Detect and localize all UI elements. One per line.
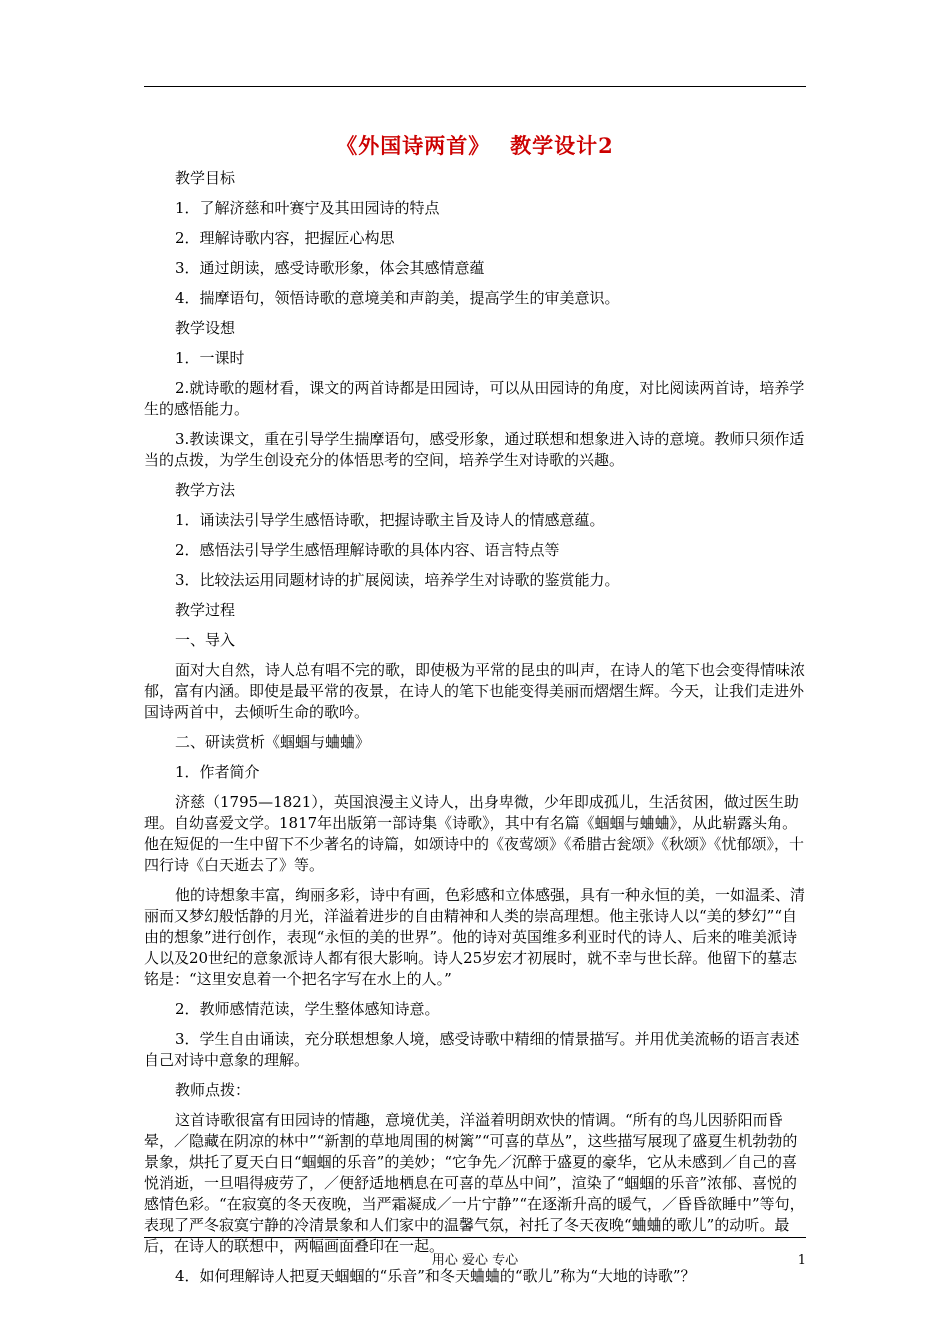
paragraph: 1．一课时 xyxy=(175,349,245,367)
paragraph: 2．感悟法引导学生感悟理解诗歌的具体内容、语言特点等 xyxy=(175,541,560,559)
footer-motto: 用心 爱心 专心 xyxy=(431,1253,519,1268)
paragraph: 1．作者简介 xyxy=(175,763,260,781)
paragraph: 3．比较法运用同题材诗的扩展阅读，培养学生对诗歌的鉴赏能力。 xyxy=(175,571,620,589)
paragraph: 一、导入 xyxy=(175,631,236,649)
paragraph: 1．诵读法引导学生感悟诗歌，把握诗歌主旨及诗人的情感意蕴。 xyxy=(175,511,605,529)
document-title: 《外国诗两首》 教学设计2 xyxy=(336,133,614,158)
paragraph: 济慈（1795—1821），英国浪漫主义诗人，出身卑微，少年即成孤儿，生活贫困，做过医生助理。自幼喜爱文学。1817年出版第一部诗集《诗歌》，其中有名篇《蝈蝈与蛐蛐》，从此崭露头角。他在短促的一生中留下不少著名的诗篇，如颂诗中的《夜莺颂》《希腊古瓮颂》《秋颂》《忧郁颂》，十四行诗《白天逝去了》等。 xyxy=(144,793,805,874)
paragraph: 教学目标 xyxy=(175,169,236,187)
paragraph: 3.教读课文，重在引导学生揣摩语句，感受形象，通过联想和想象进入诗的意境。教师只须作适当的点拨，为学生创设充分的体悟思考的空间，培养学生对诗歌的兴趣。 xyxy=(144,430,805,469)
footer-rule xyxy=(144,1237,806,1238)
paragraph: 他的诗想象丰富，绚丽多彩，诗中有画，色彩感和立体感强，具有一种永恒的美，一如温柔、清丽而又梦幻般恬静的月光，洋溢着进步的自由精神和人类的崇高理想。他主张诗人以“美的梦幻”“自由的想象”进行创作，表现“永恒的美的世界”。他的诗对英国维多利亚时代的诗人、后来的唯美派诗人以及20世纪的意象派诗人都有很大影响。诗人25岁宏才初展时，就不幸与世长辞。他留下的墓志铭是：“这里安息着一个把名字写在水上的人。” xyxy=(144,886,806,988)
paragraph: 4．揣摩语句，领悟诗歌的意境美和声韵美，提高学生的审美意识。 xyxy=(175,289,620,307)
paragraph: 教学设想 xyxy=(175,319,236,337)
paragraph: 3．通过朗读，感受诗歌形象，体会其感情意蕴 xyxy=(175,259,485,277)
paragraph: 2.就诗歌的题材看，课文的两首诗都是田园诗，可以从田园诗的角度，对比阅读两首诗，培养学生的感悟能力。 xyxy=(144,379,805,418)
paragraph: 3．学生自由诵读，充分联想想象人境，感受诗歌中精细的情景描写。并用优美流畅的语言表述自己对诗中意象的理解。 xyxy=(144,1030,800,1069)
paragraph: 教师点拨： xyxy=(175,1081,251,1099)
paragraph: 2．教师感情范读，学生整体感知诗意。 xyxy=(175,1000,440,1018)
document-body xyxy=(144,168,806,1296)
paragraph: 面对大自然，诗人总有唱不完的歌，即使极为平常的昆虫的叫声，在诗人的笔下也会变得情味浓郁，富有内涵。即使是最平常的夜景，在诗人的笔下也能变得美丽而熠熠生辉。今天，让我们走进外国诗两首中，去倾听生命的歌吟。 xyxy=(144,661,806,721)
paragraph: 这首诗歌很富有田园诗的情趣，意境优美，洋溢着明朗欢快的情调。“所有的鸟儿因骄阳而昏晕，／隐藏在阴凉的林中”“新割的草地周围的树篱”“可喜的草丛”，这些描写展现了盛夏生机勃勃的景象，烘托了夏天白日“蝈蝈的乐音”的美妙；“它争先／沉醉于盛夏的豪华，它从未感到／自己的喜悦消逝，一旦唱得疲劳了，／便舒适地栖息在可喜的草丛中间”，渲染了“蝈蝈的乐音”浓郁、喜悦的感情色彩。“在寂寞的冬天夜晚，当严霜凝成／一片宁静”“在逐渐升高的暖气，／昏昏欲睡中”等句，表现了严冬寂寞宁静的冷清景象和人们家中的温馨气氛，衬托了冬天夜晚“蛐蛐的歌儿”的动听。最后，在诗人的联想中，两幅画面叠印在一起。 xyxy=(144,1111,805,1255)
page-number: 1 xyxy=(797,1253,806,1268)
header-rule xyxy=(144,86,806,87)
paragraph: 1．了解济慈和叶赛宁及其田园诗的特点 xyxy=(175,199,440,217)
paragraph: 二、研读赏析《蝈蝈与蛐蛐》 xyxy=(175,733,371,751)
paragraph: 4．如何理解诗人把夏天蝈蝈的“乐音”和冬天蛐蛐的“歌儿”称为“大地的诗歌”？ xyxy=(175,1267,696,1285)
paragraph: 教学方法 xyxy=(175,481,236,499)
paragraph: 教学过程 xyxy=(175,601,236,619)
paragraph: 2．理解诗歌内容，把握匠心构思 xyxy=(175,229,395,247)
